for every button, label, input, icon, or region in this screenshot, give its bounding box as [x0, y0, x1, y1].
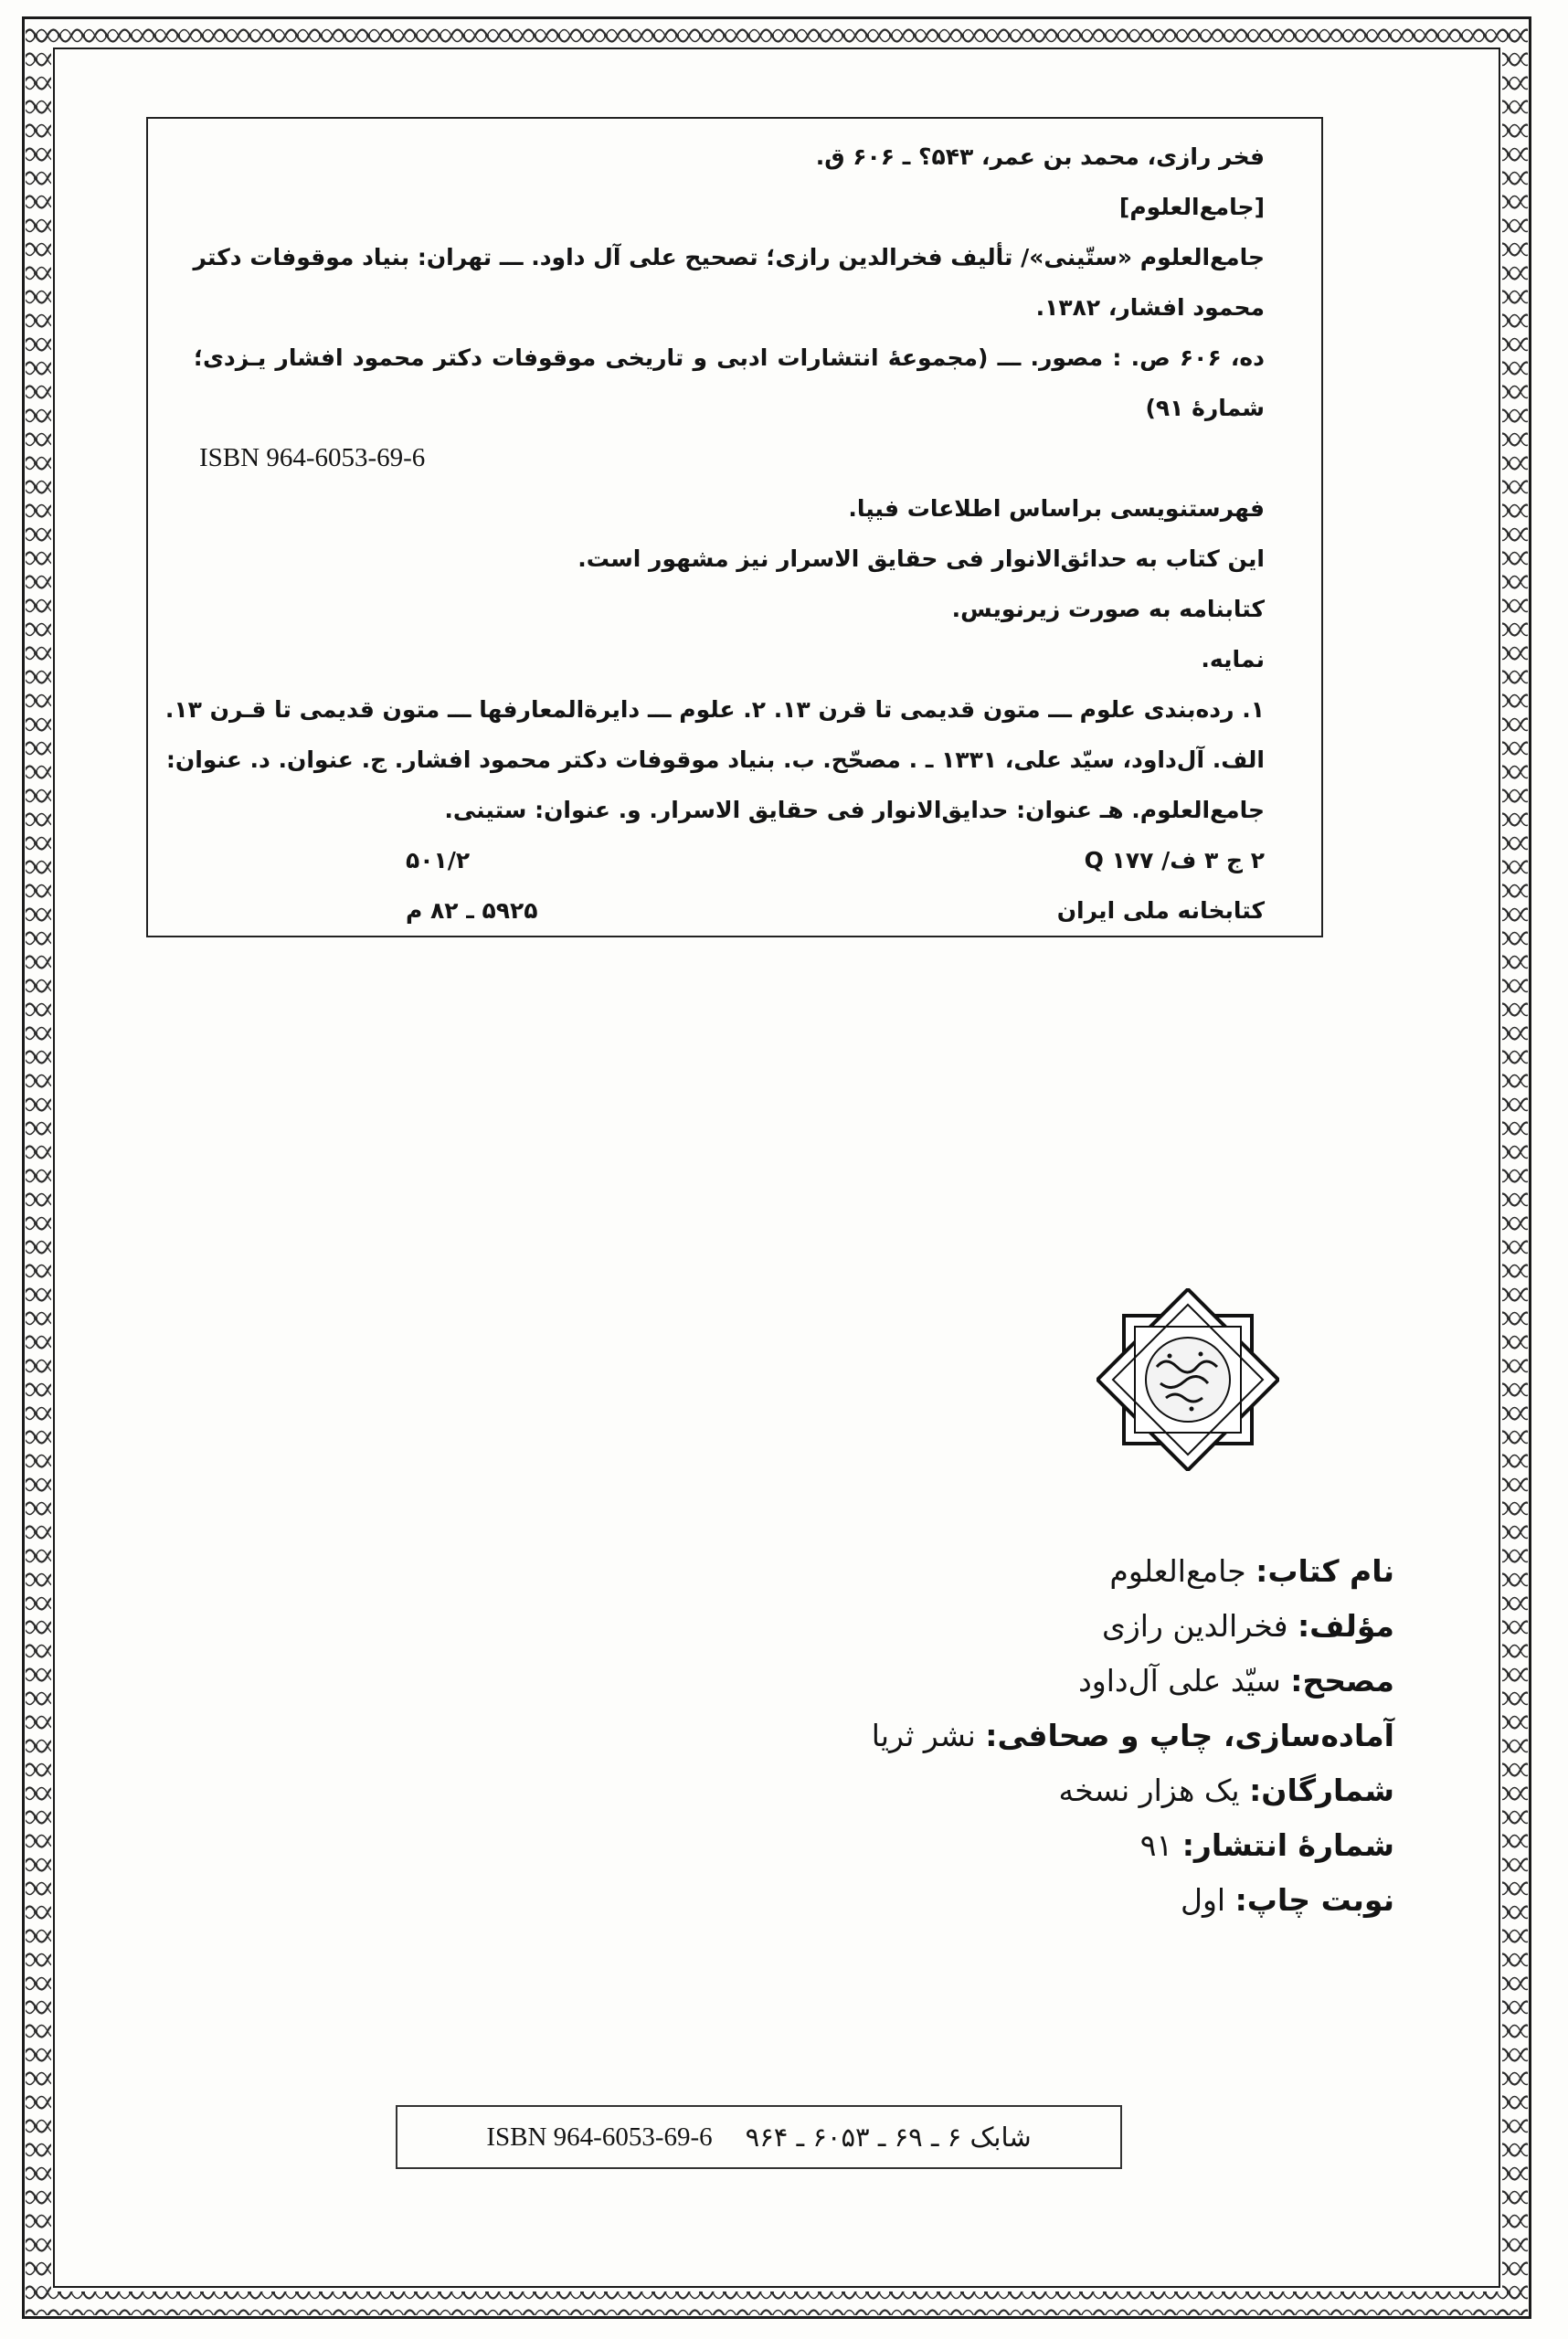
catalog-note: این کتاب به حدائق‌الانوار فی حقایق الاسرار نیز مشهور است. [577, 545, 1265, 572]
catalog-physical-line-2: شمارهٔ ۹۱) [1145, 395, 1265, 421]
credit-label: مؤلف: [1297, 1608, 1394, 1644]
credit-edition [512, 1873, 1394, 1928]
isbn-persian: شابک ۶ ـ ۶۹ ـ ۶۰۵۳ ـ ۹۶۴ [745, 2122, 1032, 2153]
catalog-classification-row [194, 835, 1265, 885]
catalog-uniform-title: [جامع‌العلوم] [1118, 194, 1265, 220]
catalog-note: نمایه. [1201, 646, 1265, 672]
catalog-subjects: ۱. رده‌بندی علوم ـــ متون قدیمی تا قرن ۱۳. ۲. علوم ـــ دایرة‌المعارفها ـــ متون قدیمی تا قـرن ۱۳. [164, 696, 1265, 723]
credit-print-run [512, 1763, 1394, 1818]
catalog-title-line-2: محمود افشار، ۱۳۸۲. [1035, 294, 1265, 321]
catalog-class-lc: ۲ ج ۳ ف/ ۱۷۷ Q [1084, 847, 1265, 873]
credit-production [512, 1709, 1394, 1763]
credit-label: نام کتاب: [1255, 1553, 1394, 1589]
catalog-library-number: ۵۹۲۵ ـ ۸۲ م [406, 897, 538, 924]
catalog-isbn: ISBN 964-6053-69-6 [199, 443, 426, 472]
credit-author [512, 1599, 1394, 1654]
credit-value: ۹۱ [1139, 1827, 1182, 1863]
catalog-library-row [194, 885, 1265, 936]
book-credits [512, 1544, 1394, 1928]
isbn-latin: ISBN 964-6053-69-6 [486, 2122, 713, 2152]
credit-label: آماده‌سازی، چاپ و صحافی: [985, 1718, 1394, 1753]
credit-label: شمارهٔ انتشار: [1181, 1827, 1394, 1863]
credit-label: مصحح: [1290, 1663, 1394, 1699]
credit-editor [512, 1654, 1394, 1709]
catalog-note: کتابنامه به صورت زیرنویس. [951, 596, 1265, 622]
credit-value: جامع‌العلوم [1109, 1553, 1256, 1589]
credit-publication-number [512, 1818, 1394, 1873]
catalog-library: کتابخانه ملی ایران [1056, 897, 1265, 924]
catalog-class-dewey: ۵۰۱/۲ [406, 847, 471, 873]
credit-value: فخرالدین رازی [1102, 1608, 1298, 1644]
catalog-physical-line-1: ده، ۶۰۶ ص. : مصور. ـــ (مجموعهٔ انتشارات ادبی و تاریخی موقوفات دکتر محمود افشار یـزدی؛ [194, 344, 1266, 371]
credit-book-title [512, 1544, 1394, 1599]
catalog-author: فخر رازی، محمد بن عمر، ۵۴۳؟ ـ ۶۰۶ ق. [815, 143, 1265, 170]
credit-value: سیّد علی آل‌داود [1078, 1663, 1291, 1699]
catalog-added-entries-2: جامع‌العلوم. هـ عنوان: حدایق‌الانوار فی حقایق الاسرار. و. عنوان: ستینی. [444, 797, 1265, 823]
cataloging-box [146, 117, 1323, 937]
catalog-added-entries-1: الف. آل‌داود، سیّد علی، ۱۳۳۱ ـ . مصحّح. ب. بنیاد موقوفات دکتر محمود افشار. ج. عنوان. د. عنوان: [165, 746, 1265, 773]
catalog-title-line-1: جامع‌العلوم «ستّینی»/ تألیف فخرالدین رازی؛ تصحیح علی آل داود. ـــ تهران: بنیاد موقوفات دکتر [193, 244, 1265, 270]
credit-value: اول [1180, 1882, 1235, 1918]
credit-label: نوبت چاپ: [1234, 1882, 1394, 1918]
publisher-seal-emblem [1097, 1288, 1279, 1471]
isbn-box [396, 2105, 1122, 2169]
credit-value: یک هزار نسخه [1058, 1773, 1250, 1808]
catalog-note: فهرستنویسی براساس اطلاعات فیپا. [848, 495, 1265, 522]
credit-value: نشر ثریا [871, 1718, 986, 1753]
credit-label: شمارگان: [1249, 1773, 1394, 1808]
